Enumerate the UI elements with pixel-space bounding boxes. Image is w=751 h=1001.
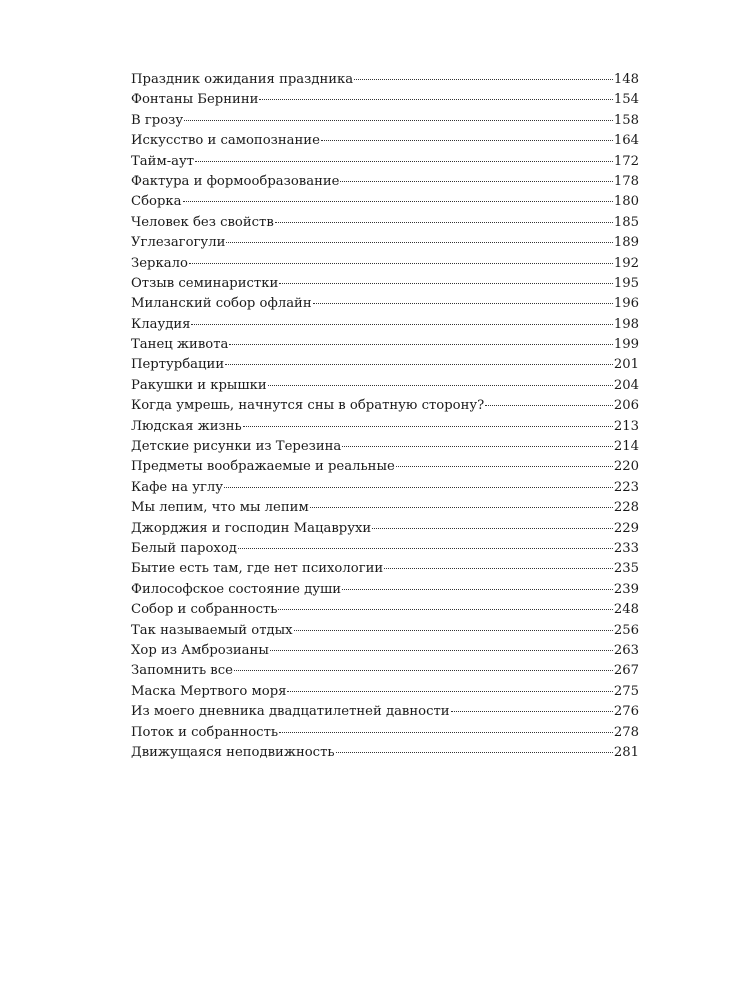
table-of-contents xyxy=(131,70,639,763)
toc-entry-title: Сборка xyxy=(131,194,182,210)
toc-entry-page-number: 223 xyxy=(613,479,639,495)
dot-leader xyxy=(183,201,613,202)
toc-entry-title: Углезагогули xyxy=(131,235,226,251)
toc-entry-title: Хор из Амброзианы xyxy=(131,642,269,658)
toc-entry-title: Детские рисунки из Терезина xyxy=(131,439,342,455)
dot-leader xyxy=(321,140,613,141)
toc-entry-title: Ракушки и крышки xyxy=(131,377,267,393)
dot-leader xyxy=(226,242,612,243)
toc-entry-title: Искусство и самопознание xyxy=(131,133,320,149)
toc-entry-title: Миланский собор офлайн xyxy=(131,296,312,312)
dot-leader xyxy=(310,507,613,508)
dot-leader xyxy=(342,446,613,447)
dot-leader xyxy=(270,650,613,651)
dot-leader xyxy=(313,303,613,304)
toc-entry xyxy=(131,172,639,192)
toc-entry-page-number: 189 xyxy=(613,235,639,251)
toc-entry xyxy=(131,437,639,457)
toc-entry-page-number: 263 xyxy=(613,642,639,658)
toc-entry-title: Клаудия xyxy=(131,316,191,332)
dot-leader xyxy=(287,691,612,692)
toc-entry-title: Праздник ожидания праздника xyxy=(131,72,354,87)
toc-entry-title: Философское состояние души xyxy=(131,581,342,597)
toc-entry xyxy=(131,457,639,477)
toc-entry-page-number: 228 xyxy=(613,500,639,516)
toc-entry xyxy=(131,743,639,763)
toc-entry xyxy=(131,539,639,559)
dot-leader xyxy=(234,670,613,671)
toc-entry xyxy=(131,641,639,661)
dot-leader xyxy=(229,344,612,345)
toc-entry xyxy=(131,233,639,253)
toc-entry-title: Так называемый отдых xyxy=(131,622,293,638)
toc-entry-page-number: 154 xyxy=(613,92,639,108)
toc-entry-page-number: 214 xyxy=(613,439,639,455)
dot-leader xyxy=(340,181,612,182)
dot-leader xyxy=(278,609,612,610)
dot-leader xyxy=(275,222,613,223)
toc-entry-page-number: 229 xyxy=(613,520,639,536)
dot-leader xyxy=(184,120,613,121)
toc-entry-page-number: 148 xyxy=(613,72,639,87)
toc-entry xyxy=(131,131,639,151)
toc-entry-page-number: 239 xyxy=(613,581,639,597)
toc-entry xyxy=(131,90,639,110)
toc-entry-title: Предметы воображаемые и реальные xyxy=(131,459,395,475)
toc-entry xyxy=(131,70,639,90)
toc-entry-page-number: 267 xyxy=(613,663,639,679)
toc-entry-page-number: 278 xyxy=(613,724,639,740)
toc-entry-page-number: 158 xyxy=(613,112,639,128)
toc-entry xyxy=(131,274,639,294)
toc-entry xyxy=(131,498,639,518)
toc-entry-title: Маска Мертвого моря xyxy=(131,683,287,699)
toc-entry xyxy=(131,294,639,314)
dot-leader xyxy=(396,466,613,467)
dot-leader xyxy=(224,487,613,488)
toc-entry-title: Зеркало xyxy=(131,255,188,271)
dot-leader xyxy=(243,426,613,427)
toc-entry-title: Запомнить все xyxy=(131,663,233,679)
toc-entry-title: Собор и собранность xyxy=(131,602,278,618)
toc-entry-title: Танец живота xyxy=(131,337,229,353)
toc-entry-title: Джорджия и господин Мацаврухи xyxy=(131,520,372,536)
dot-leader xyxy=(354,79,613,80)
toc-entry-page-number: 204 xyxy=(613,377,639,393)
dot-leader xyxy=(485,405,613,406)
toc-entry-page-number: 233 xyxy=(613,540,639,556)
dot-leader xyxy=(342,589,613,590)
toc-entry-page-number: 201 xyxy=(613,357,639,373)
toc-entry-title: Кафе на углу xyxy=(131,479,224,495)
toc-entry-page-number: 199 xyxy=(613,337,639,353)
toc-entry xyxy=(131,519,639,539)
dot-leader xyxy=(336,752,613,753)
toc-entry-title: Из моего дневника двадцатилетней давности xyxy=(131,704,450,720)
dot-leader xyxy=(238,548,613,549)
toc-entry xyxy=(131,417,639,437)
toc-entry xyxy=(131,600,639,620)
toc-entry-page-number: 220 xyxy=(613,459,639,475)
toc-entry-title: Движущаяся неподвижность xyxy=(131,744,335,760)
toc-entry-page-number: 235 xyxy=(613,561,639,577)
toc-entry xyxy=(131,661,639,681)
toc-entry xyxy=(131,559,639,579)
toc-entry xyxy=(131,682,639,702)
toc-entry xyxy=(131,315,639,335)
toc-entry-page-number: 195 xyxy=(613,275,639,291)
toc-entry-title: Фонтаны Бернини xyxy=(131,92,259,108)
toc-entry xyxy=(131,355,639,375)
toc-entry-page-number: 276 xyxy=(613,704,639,720)
dot-leader xyxy=(372,528,613,529)
toc-entry-title: Пертурбации xyxy=(131,357,225,373)
toc-entry-page-number: 198 xyxy=(613,316,639,332)
toc-entry-page-number: 192 xyxy=(613,255,639,271)
toc-entry-title: Тайм-аут xyxy=(131,153,195,169)
toc-entry xyxy=(131,192,639,212)
dot-leader xyxy=(451,711,613,712)
toc-entry xyxy=(131,111,639,131)
toc-entry-page-number: 196 xyxy=(613,296,639,312)
toc-entry-title: Человек без свойств xyxy=(131,214,274,230)
dot-leader xyxy=(294,630,613,631)
toc-entry xyxy=(131,396,639,416)
toc-entry-title: Людская жизнь xyxy=(131,418,242,434)
toc-entry xyxy=(131,478,639,498)
toc-entry xyxy=(131,213,639,233)
toc-entry-title: Бытие есть там, где нет психологии xyxy=(131,561,384,577)
toc-entry-title: Белый пароход xyxy=(131,540,237,556)
dot-leader xyxy=(225,364,613,365)
toc-entry-page-number: 213 xyxy=(613,418,639,434)
toc-entry xyxy=(131,376,639,396)
dot-leader xyxy=(279,283,613,284)
toc-entry-page-number: 178 xyxy=(613,173,639,189)
toc-entry-page-number: 275 xyxy=(613,683,639,699)
toc-entry-page-number: 248 xyxy=(613,602,639,618)
toc-entry-title: Поток и собранность xyxy=(131,724,279,740)
dot-leader xyxy=(268,385,613,386)
toc-entry-page-number: 185 xyxy=(613,214,639,230)
toc-entry xyxy=(131,723,639,743)
toc-entry-page-number: 256 xyxy=(613,622,639,638)
toc-entry xyxy=(131,335,639,355)
toc-entry-title: Когда умрешь, начнутся сны в обратную сторону? xyxy=(131,398,485,414)
dot-leader xyxy=(191,324,612,325)
toc-entry xyxy=(131,580,639,600)
dot-leader xyxy=(384,568,613,569)
toc-entry-title: Мы лепим, что мы лепим xyxy=(131,500,309,516)
toc-entry xyxy=(131,702,639,722)
toc-entry xyxy=(131,152,639,172)
dot-leader xyxy=(259,99,612,100)
toc-entry-page-number: 180 xyxy=(613,194,639,210)
toc-entry-title: В грозу xyxy=(131,112,184,128)
toc-entry-page-number: 172 xyxy=(613,153,639,169)
dot-leader xyxy=(195,161,613,162)
toc-entry-title: Отзыв семинаристки xyxy=(131,275,279,291)
toc-entry-title: Фактура и формообразование xyxy=(131,173,340,189)
toc-entry xyxy=(131,254,639,274)
dot-leader xyxy=(279,732,613,733)
toc-entry-page-number: 281 xyxy=(613,744,639,760)
toc-entry xyxy=(131,621,639,641)
toc-entry-page-number: 164 xyxy=(613,133,639,149)
dot-leader xyxy=(189,263,613,264)
toc-entry-page-number: 206 xyxy=(613,398,639,414)
